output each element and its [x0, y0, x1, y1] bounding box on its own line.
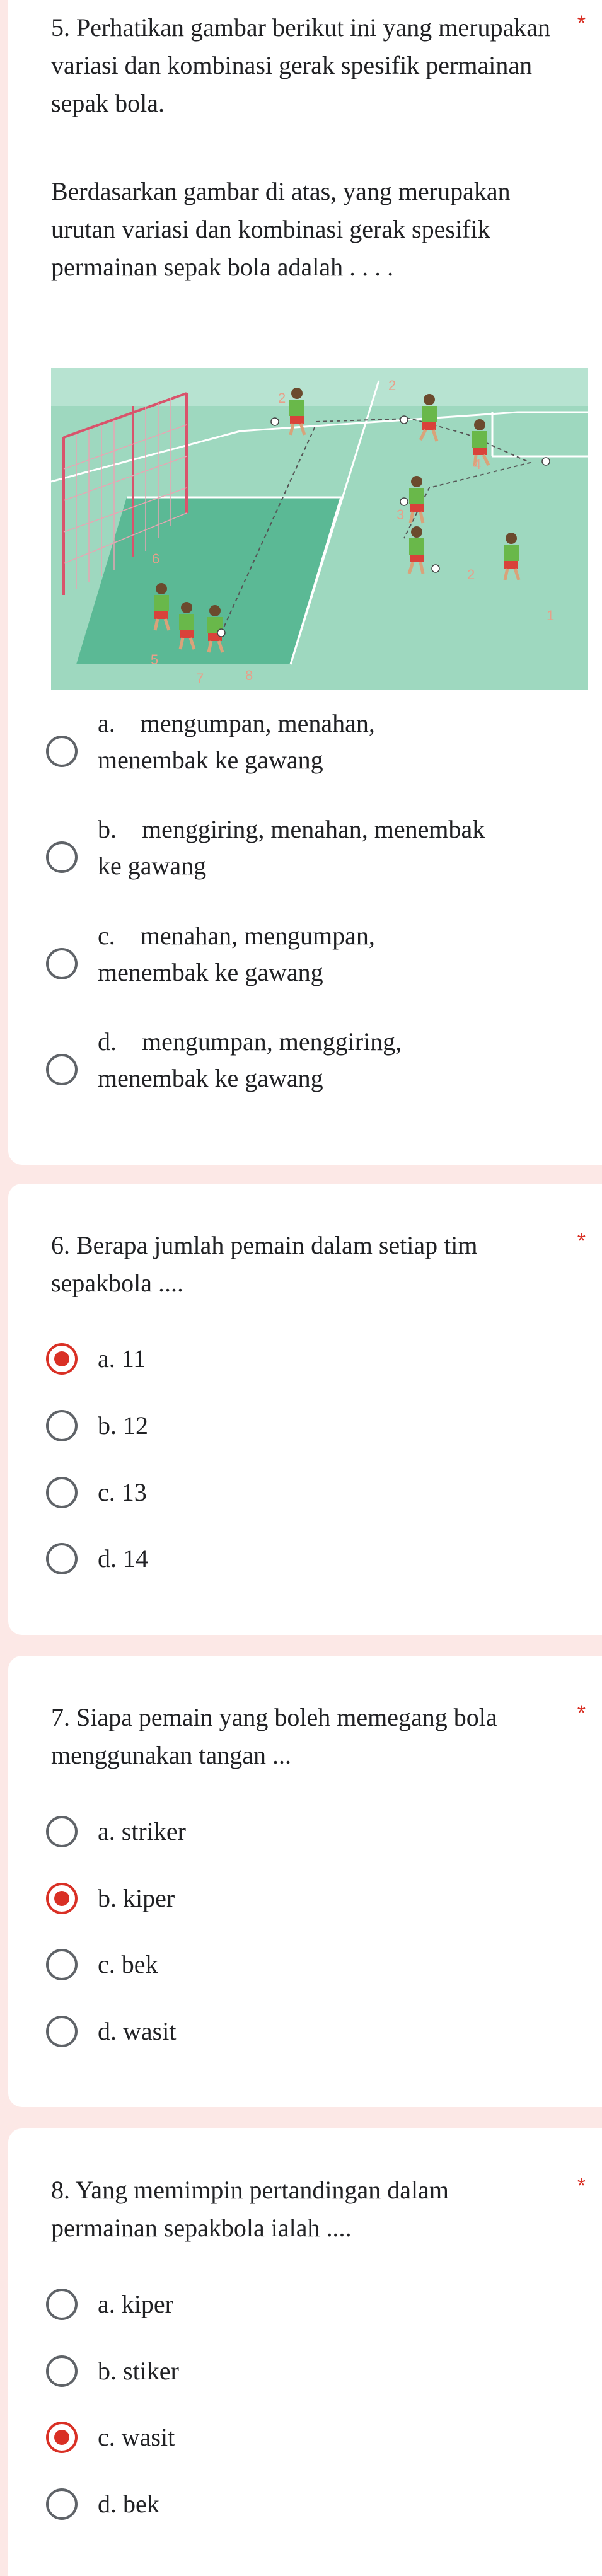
option-label: c. 13	[98, 1478, 147, 1506]
question-card-6	[8, 1184, 602, 1635]
radio-button[interactable]	[46, 1410, 78, 1441]
option-5c[interactable]	[46, 921, 563, 991]
svg-text:1: 1	[547, 608, 555, 623]
radio-button[interactable]	[46, 841, 78, 873]
question-title: 7. Siapa pemain yang boleh memegang bola menggunakan tangan ...	[51, 1703, 497, 1769]
question-prompt: Berdasarkan gambar di atas, yang merupakan urutan variasi dan kombinasi gerak spesifik permainan sepak bola adalah . . . .	[51, 177, 511, 281]
option-6b[interactable]	[46, 1411, 563, 1444]
radio-button[interactable]	[46, 736, 78, 767]
question-title: 5. Perhatikan gambar berikut ini yang merupakan variasi dan kombinasi gerak spesifik permainan sepak bola.	[51, 13, 550, 117]
option-label: a. kiper	[98, 2290, 173, 2318]
option-8b[interactable]	[46, 2357, 563, 2389]
radio-button[interactable]	[46, 1477, 78, 1508]
radio-button[interactable]	[46, 2016, 78, 2047]
option-7a[interactable]	[46, 1817, 563, 1850]
required-asterisk: *	[577, 1701, 586, 1725]
radio-button-selected[interactable]	[46, 1343, 78, 1375]
option-label: d. wasit	[98, 2017, 177, 2045]
option-7b[interactable]	[46, 1884, 563, 1917]
svg-text:8: 8	[245, 667, 253, 683]
option-label: b. 12	[98, 1411, 148, 1440]
option-label: a. mengumpan, menahan, menembak ke gawang	[98, 709, 375, 774]
radio-button[interactable]	[46, 948, 78, 979]
svg-text:2: 2	[278, 390, 286, 406]
option-6a[interactable]	[46, 1344, 563, 1377]
question-title: 8. Yang memimpin pertandingan dalam permainan sepakbola ialah ....	[51, 2176, 449, 2242]
option-label: d. bek	[98, 2490, 159, 2518]
svg-text:3: 3	[397, 507, 405, 523]
option-7c[interactable]	[46, 1950, 563, 1983]
radio-button[interactable]	[46, 1054, 78, 1085]
option-label: b. stiker	[98, 2357, 179, 2385]
svg-text:4: 4	[473, 456, 482, 472]
radio-button[interactable]	[46, 2488, 78, 2520]
option-8d[interactable]	[46, 2490, 563, 2522]
option-label: a. 11	[98, 1344, 146, 1373]
option-label: c. wasit	[98, 2423, 175, 2451]
option-label: d. 14	[98, 1544, 148, 1573]
question-card-8	[8, 2128, 602, 2576]
option-5b[interactable]	[46, 815, 563, 884]
radio-button[interactable]	[46, 2289, 78, 2320]
option-label: c. bek	[98, 1950, 158, 1978]
option-label: d. mengumpan, menggiring, menembak ke gawang	[98, 1027, 402, 1092]
option-label: a. striker	[98, 1817, 186, 1845]
option-label: b. menggiring, menahan, menembak ke gawang	[98, 815, 485, 880]
question-title: 6. Berapa jumlah pemain dalam setiap tim sepakbola ....	[51, 1231, 478, 1297]
svg-text:5: 5	[151, 652, 159, 667]
radio-button[interactable]	[46, 1949, 78, 1980]
radio-button[interactable]	[46, 1816, 78, 1847]
svg-text:6: 6	[152, 551, 160, 567]
radio-button-selected[interactable]	[46, 1883, 78, 1914]
option-5d[interactable]	[46, 1027, 563, 1097]
question-card-5	[8, 0, 602, 1165]
svg-text:2: 2	[467, 567, 475, 582]
option-5a[interactable]	[46, 709, 563, 778]
option-6d[interactable]	[46, 1544, 563, 1577]
question-card-7	[8, 1656, 602, 2107]
option-8a[interactable]	[46, 2290, 563, 2323]
required-asterisk: *	[577, 2174, 586, 2198]
svg-text:7: 7	[196, 671, 204, 686]
option-6c[interactable]	[46, 1478, 563, 1511]
option-7d[interactable]	[46, 2017, 563, 2050]
required-asterisk: *	[577, 1229, 586, 1253]
option-8c[interactable]	[46, 2423, 563, 2456]
radio-button[interactable]	[46, 1543, 78, 1574]
svg-text:2: 2	[388, 378, 397, 393]
option-label: b. kiper	[98, 1884, 175, 1912]
radio-button[interactable]	[46, 2355, 78, 2387]
option-label: c. menahan, mengumpan, menembak ke gawang	[98, 921, 375, 986]
soccer-field-image	[51, 368, 588, 690]
required-asterisk: *	[577, 11, 586, 35]
radio-button-selected[interactable]	[46, 2422, 78, 2453]
